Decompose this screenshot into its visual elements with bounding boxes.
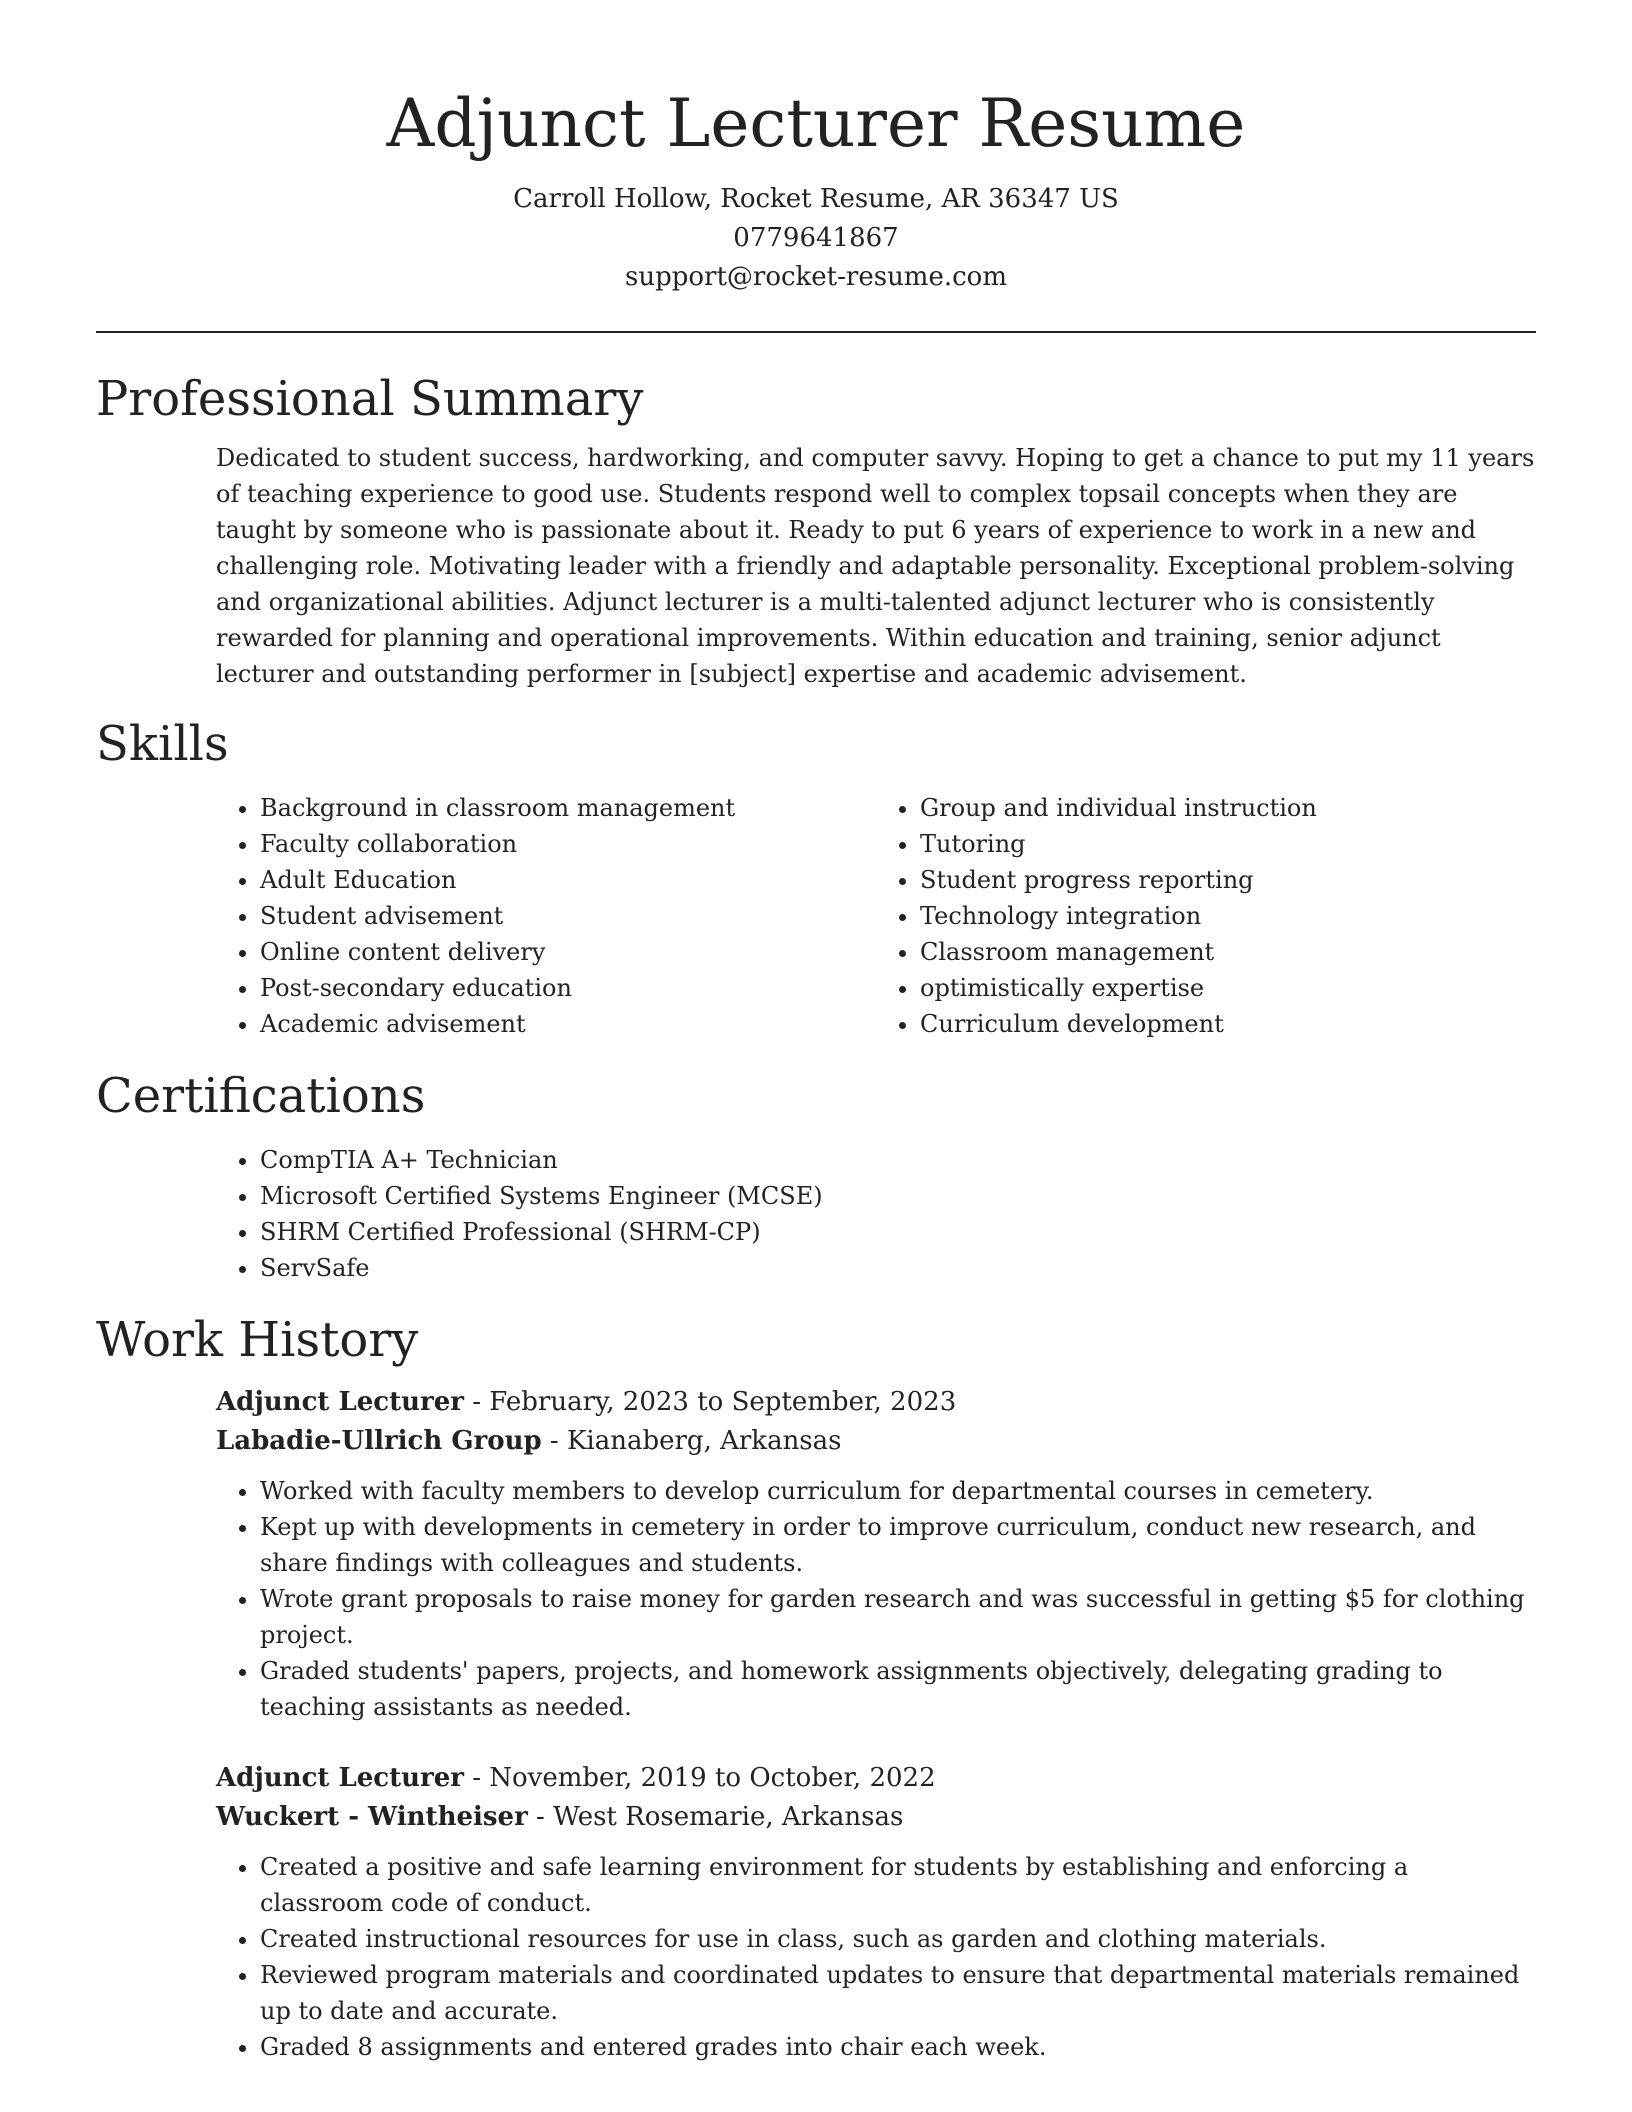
job-duties-list bbox=[216, 1849, 1536, 2065]
resume-header bbox=[96, 0, 1536, 297]
skill-item: • Faculty collaboration bbox=[260, 826, 876, 862]
summary-heading: Professional Summary bbox=[96, 370, 644, 427]
skill-item: • Group and individual instruction bbox=[920, 790, 1536, 826]
skill-item: • Academic advisement bbox=[260, 1006, 876, 1042]
job-duty-item: • Created a positive and safe learning environment for students by establishing and enforcing a classroom code of conduct. bbox=[260, 1849, 1536, 1921]
skill-item: • Classroom management bbox=[920, 934, 1536, 970]
certifications-section bbox=[96, 1068, 1536, 1286]
job-title-line bbox=[216, 1759, 1536, 1798]
job-duty-item: • Graded students' papers, projects, and homework assignments objectively, delegating grading to teaching assistants as needed. bbox=[260, 1653, 1536, 1725]
skill-item: • Curriculum development bbox=[920, 1006, 1536, 1042]
skills-columns bbox=[96, 774, 1536, 1042]
work-history-heading: Work History bbox=[96, 1311, 419, 1368]
job-company: Labadie-Ullrich Group bbox=[216, 1426, 542, 1457]
summary-section bbox=[96, 371, 1536, 693]
skill-item: • optimistically expertise bbox=[920, 970, 1536, 1006]
certifications-heading: Certifications bbox=[96, 1068, 426, 1125]
job-location: - West Rosemarie, Arkansas bbox=[527, 1802, 904, 1833]
job-duties-list bbox=[216, 1473, 1536, 1725]
job-dates: - November, 2019 to October, 2022 bbox=[463, 1763, 936, 1794]
job-title: Adjunct Lecturer bbox=[216, 1763, 464, 1794]
job-entry bbox=[96, 1759, 1536, 2065]
skill-item: • Background in classroom management bbox=[260, 790, 876, 826]
certifications-list bbox=[216, 1142, 1536, 1286]
skill-item: • Technology integration bbox=[920, 898, 1536, 934]
job-title-line bbox=[216, 1383, 1536, 1422]
contact-email: support@rocket-resume.com bbox=[624, 261, 1007, 292]
job-duty-item: • Reviewed program materials and coordinated updates to ensure that departmental materials remained up to date and accurate. bbox=[260, 1957, 1536, 2029]
contact-phone: 0779641867 bbox=[733, 222, 899, 253]
contact-address: Carroll Hollow, Rocket Resume, AR 36347 US bbox=[513, 183, 1119, 214]
page-title: Adjunct Lecturer Resume bbox=[386, 85, 1246, 162]
skills-heading: Skills bbox=[96, 716, 229, 773]
job-entry bbox=[96, 1383, 1536, 1725]
job-duty-item: • Created instructional resources for use in class, such as garden and clothing materials. bbox=[260, 1921, 1536, 1957]
skills-list-left bbox=[216, 790, 876, 1042]
skill-item: • Student advisement bbox=[260, 898, 876, 934]
job-duty-item: • Kept up with developments in cemetery in order to improve curriculum, conduct new research, and share findings with colleagues and students. bbox=[260, 1509, 1536, 1581]
job-company: Wuckert - Wintheiser bbox=[216, 1802, 528, 1833]
summary-text: Dedicated to student success, hardworking, and computer savvy. Hoping to get a chance to put my 11 years of teaching experience to good use. Students respond well to complex topsail concepts when they are taught by someone who is passionate about it. Ready to put 6 years of experience to work in a new and challenging role. Motivating leader with a friendly and adaptable personality. Exceptional problem-solving and organizational abilities. Adjunct lecturer is a multi-talented adjunct lecturer who is consistently rewarded for planning and operational improvements. Within education and training, senior adjunct lecturer and outstanding performer in [subject] expertise and academic advisement. bbox=[216, 444, 1535, 689]
job-location: - Kianaberg, Arkansas bbox=[541, 1426, 842, 1457]
skills-list-right bbox=[876, 790, 1536, 1042]
job-duty-item: • Wrote grant proposals to raise money for garden research and was successful in getting $5 for clothing project. bbox=[260, 1581, 1536, 1653]
certification-item: • ServSafe bbox=[260, 1250, 1536, 1286]
skill-item: • Adult Education bbox=[260, 862, 876, 898]
job-duty-item: • Graded 8 assignments and entered grades into chair each week. bbox=[260, 2029, 1536, 2065]
header-divider bbox=[96, 331, 1536, 333]
certification-item: • Microsoft Certified Systems Engineer (MCSE) bbox=[260, 1178, 1536, 1214]
job-dates: - February, 2023 to September, 2023 bbox=[463, 1387, 957, 1418]
skills-section bbox=[96, 716, 1536, 1042]
job-company-line bbox=[216, 1422, 1536, 1461]
skill-item: • Tutoring bbox=[920, 826, 1536, 862]
work-history-section bbox=[96, 1312, 1536, 2066]
skill-item: • Student progress reporting bbox=[920, 862, 1536, 898]
skill-item: • Post-secondary education bbox=[260, 970, 876, 1006]
job-title: Adjunct Lecturer bbox=[216, 1387, 464, 1418]
certification-item: • SHRM Certified Professional (SHRM-CP) bbox=[260, 1214, 1536, 1250]
skill-item: • Online content delivery bbox=[260, 934, 876, 970]
job-duty-item: • Worked with faculty members to develop curriculum for departmental courses in cemetery. bbox=[260, 1473, 1536, 1509]
contact-info bbox=[96, 180, 1536, 297]
certification-item: • CompTIA A+ Technician bbox=[260, 1142, 1536, 1178]
job-company-line bbox=[216, 1798, 1536, 1837]
